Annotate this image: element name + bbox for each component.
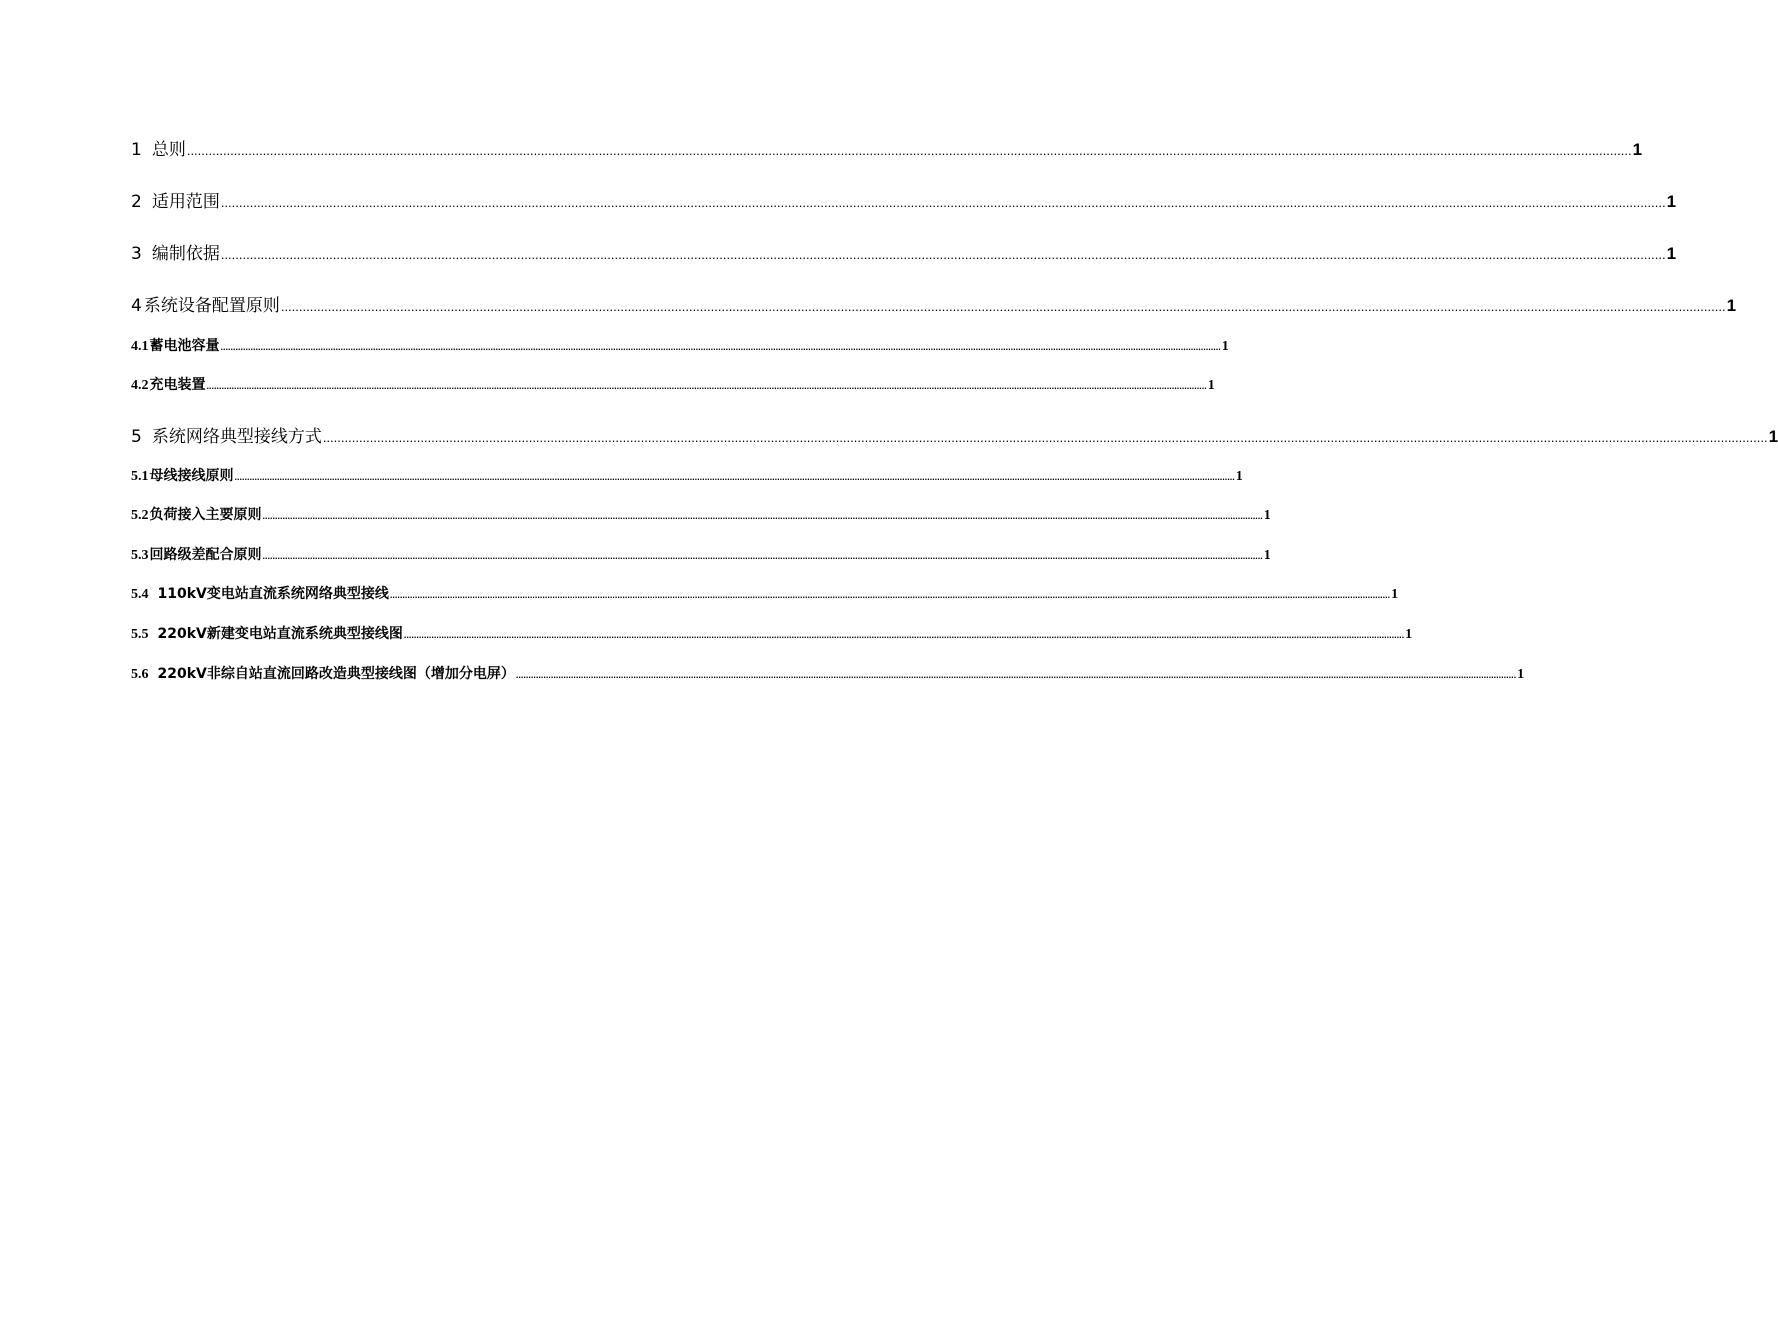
toc-entry-title: 系统设备配置原则 xyxy=(143,296,280,316)
toc-dot-leader: ................................................................................................................................................................................................................................................................................................................................................................................................................ xyxy=(220,342,1221,352)
toc-entry-title: 220kV新建变电站直流系统典型接线图 xyxy=(157,626,403,642)
toc-entry-page-number: 1 xyxy=(1235,469,1243,484)
toc-entry-number: 1 xyxy=(131,140,142,160)
toc-entry-number: 3 xyxy=(131,244,142,264)
toc-entry-5-2[interactable] xyxy=(131,503,1271,527)
toc-dot-leader: ................................................................................................................................................................................................................................................................................................................................................................................................................ xyxy=(206,381,1207,391)
toc-entry-1[interactable] xyxy=(131,135,1643,165)
toc-entry-page-number: 1 xyxy=(1632,140,1643,159)
toc-dot-leader: ................................................................................................................................................................................................................................................................................................................................................................................................................ xyxy=(322,430,1768,445)
toc-dot-leader: ................................................................................................................................................................................................................................................................................................................................................................................................................ xyxy=(280,299,1726,314)
toc-entry-5-5[interactable] xyxy=(131,622,1413,646)
toc-entry-page-number: 1 xyxy=(1221,339,1229,354)
toc-dot-leader: ................................................................................................................................................................................................................................................................................................................................................................................................................ xyxy=(262,511,1263,521)
toc-entry-title: 110kV变电站直流系统网络典型接线 xyxy=(157,586,389,602)
toc-dot-leader: ................................................................................................................................................................................................................................................................................................................................................................................................................ xyxy=(515,670,1517,680)
toc-entry-page-number: 1 xyxy=(1666,244,1677,263)
toc-entry-3[interactable] xyxy=(131,239,1677,269)
toc-entry-title: 负荷接入主要原则 xyxy=(149,507,262,523)
toc-entry-number: 5.2 xyxy=(131,508,149,523)
toc-dot-leader: ................................................................................................................................................................................................................................................................................................................................................................................................................ xyxy=(234,472,1235,482)
toc-entry-title: 编制依据 xyxy=(151,244,220,264)
toc-entry-title: 220kV非综自站直流回路改造典型接线图（增加分电屏） xyxy=(157,666,515,682)
toc-dot-leader: ................................................................................................................................................................................................................................................................................................................................................................................................................ xyxy=(262,551,1263,561)
toc-entry-4-1[interactable] xyxy=(131,334,1229,358)
toc-entry-title: 系统网络典型接线方式 xyxy=(151,427,322,447)
toc-entry-page-number: 1 xyxy=(1726,296,1737,315)
toc-entry-title: 适用范围 xyxy=(151,192,220,212)
toc-entry-4[interactable] xyxy=(131,291,1737,321)
toc-entry-number: 5.1 xyxy=(131,469,149,484)
toc-entry-title: 充电装置 xyxy=(149,377,206,393)
toc-entry-page-number: 1 xyxy=(1517,667,1525,682)
toc-entry-title: 总则 xyxy=(151,140,186,160)
toc-entry-page-number: 1 xyxy=(1391,587,1399,602)
toc-dot-leader: ................................................................................................................................................................................................................................................................................................................................................................................................................ xyxy=(186,143,1632,158)
toc-entry-5-3[interactable] xyxy=(131,543,1271,567)
toc-entry-number: 4.1 xyxy=(131,339,149,354)
toc-entry-number: 4.2 xyxy=(131,378,149,393)
toc-entry-5-4[interactable] xyxy=(131,582,1399,606)
toc-entry-title: 蓄电池容量 xyxy=(149,338,220,354)
toc-entry-5-1[interactable] xyxy=(131,464,1243,488)
toc-entry-number: 2 xyxy=(131,192,142,212)
toc-entry-number: 5.5 xyxy=(131,627,149,642)
toc-dot-leader: ................................................................................................................................................................................................................................................................................................................................................................................................................ xyxy=(220,195,1666,210)
toc-entry-number: 5.4 xyxy=(131,587,149,602)
toc-entry-title: 母线接线原则 xyxy=(149,468,234,484)
toc-entry-page-number: 1 xyxy=(1768,427,1778,446)
toc-entry-page-number: 1 xyxy=(1666,192,1677,211)
toc-dot-leader: ................................................................................................................................................................................................................................................................................................................................................................................................................ xyxy=(389,590,1391,600)
toc-entry-page-number: 1 xyxy=(1263,548,1271,563)
toc-entry-4-2[interactable] xyxy=(131,373,1215,397)
toc-entry-number: 5.3 xyxy=(131,548,149,563)
toc-dot-leader: ................................................................................................................................................................................................................................................................................................................................................................................................................ xyxy=(220,247,1666,262)
toc-entry-5-6[interactable] xyxy=(131,662,1525,686)
toc-entry-page-number: 1 xyxy=(1207,378,1215,393)
toc-dot-leader: ................................................................................................................................................................................................................................................................................................................................................................................................................ xyxy=(403,630,1405,640)
toc-entry-page-number: 1 xyxy=(1405,627,1413,642)
toc-entry-number: 5 xyxy=(131,427,142,447)
toc-entry-number: 5.6 xyxy=(131,667,149,682)
toc-entry-title: 回路级差配合原则 xyxy=(149,547,262,563)
toc-entry-5[interactable] xyxy=(131,422,1778,452)
toc-entry-page-number: 1 xyxy=(1263,508,1271,523)
toc-entry-2[interactable] xyxy=(131,187,1677,217)
toc-entry-number: 4 xyxy=(131,296,142,316)
